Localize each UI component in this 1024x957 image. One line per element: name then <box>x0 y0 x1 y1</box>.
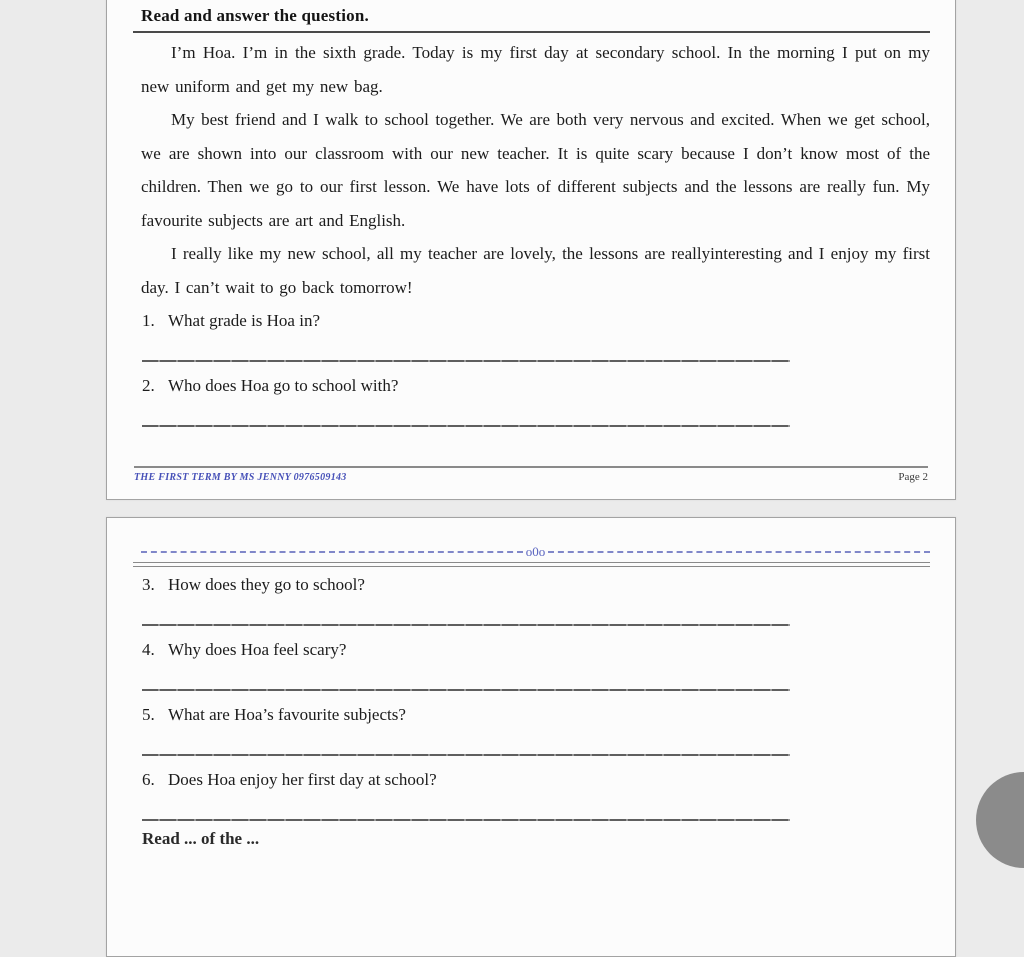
passage-paragraph-1: I’m Hoa. I’m in the sixth grade. Today is my first day at secondary school. In the morning I put on my new uniform and get my new bag. <box>141 43 930 96</box>
question-1 <box>141 304 930 338</box>
passage-paragraph-3: I really like my new school, all my teacher are lovely, the lessons are reallyinteresting and I enjoy my first day. I can’t wait to go back tomorrow! <box>141 244 930 297</box>
question-6-text: Does Hoa enjoy her first day at school? <box>168 770 437 789</box>
separator-label: o0o <box>525 544 546 559</box>
question-3-text: How does they go to school? <box>168 575 365 594</box>
question-5-text: What are Hoa’s favourite subjects? <box>168 705 406 724</box>
question-1-number: 1. <box>142 311 155 330</box>
question-5-number: 5. <box>142 705 155 724</box>
answer-line-1 <box>142 360 790 363</box>
page-2-content <box>107 544 955 849</box>
question-6 <box>141 763 930 797</box>
question-3-number: 3. <box>142 575 155 594</box>
question-2 <box>141 369 930 403</box>
question-4-number: 4. <box>142 640 155 659</box>
separator-dash-right <box>548 551 930 553</box>
question-6-number: 6. <box>142 770 155 789</box>
passage-paragraph-2: My best friend and I walk to school together. We are both very nervous and excited. When we get school, we are shown into our classroom with our new teacher. It is quite scary because I don’t know most of the children. Then we go to our first lesson. We have lots of different subjects and the lessons are really fun. My favourite subjects are art and English. <box>141 110 930 230</box>
question-2-text: Who does Hoa go to school with? <box>168 376 399 395</box>
question-3 <box>141 568 930 602</box>
worksheet-page-1 <box>106 0 956 500</box>
worksheet-page-2 <box>106 517 956 957</box>
header-double-rule <box>133 562 930 567</box>
page-number: Page 2 <box>898 471 928 483</box>
section-heading: Read and answer the question. <box>141 6 369 25</box>
answer-line-5 <box>142 754 790 757</box>
answer-line-2 <box>142 425 790 428</box>
question-1-text: What grade is Hoa in? <box>168 311 320 330</box>
questions-block <box>141 568 930 849</box>
heading-rule <box>133 31 930 33</box>
question-2-number: 2. <box>142 376 155 395</box>
question-4 <box>141 633 930 667</box>
answer-line-3 <box>142 624 790 627</box>
answer-line-4 <box>142 689 790 692</box>
answer-line-6 <box>142 819 790 822</box>
footer-credit: THE FIRST TERM BY MS JENNY 0976509143 <box>134 472 347 483</box>
question-5 <box>141 698 930 732</box>
section-separator <box>141 544 930 559</box>
question-4-text: Why does Hoa feel scary? <box>168 640 347 659</box>
separator-dash-left <box>141 551 523 553</box>
clipped-next-heading: Read ... of the ... <box>142 829 260 848</box>
page-1-content <box>107 0 955 427</box>
floating-action-button[interactable] <box>976 772 1024 868</box>
page-footer <box>134 466 928 483</box>
